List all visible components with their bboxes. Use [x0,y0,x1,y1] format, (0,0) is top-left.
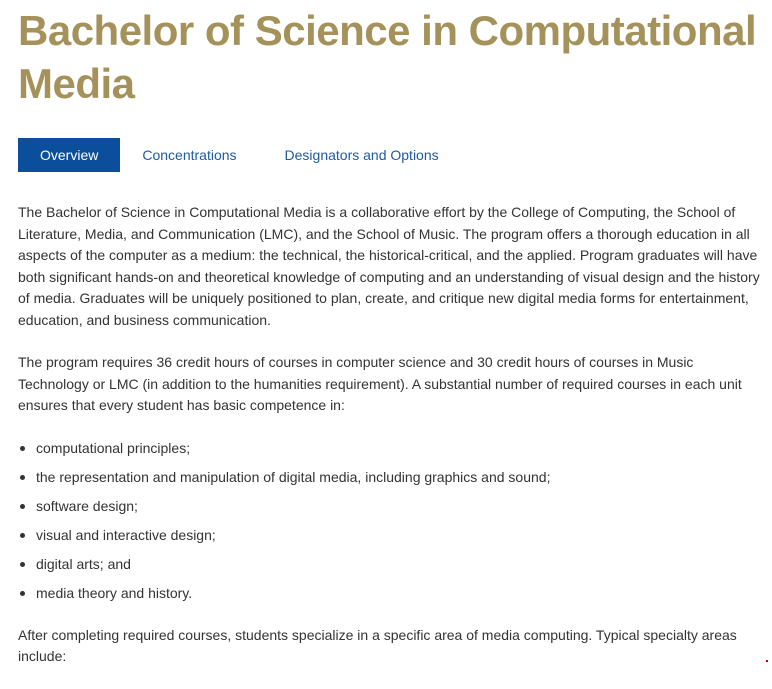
list-item: visual and interactive design; [36,525,762,546]
overview-panel [18,202,762,668]
list-item: computational principles; [36,438,762,459]
tab-designators-and-options[interactable]: Designators and Options [284,147,439,163]
list-item: digital arts; and [36,554,762,575]
list-item: software design; [36,496,762,517]
competence-list [18,438,762,604]
requirements-paragraph: The program requires 36 credit hours of courses in computer science and 30 credit hours of courses in Music Technology or LMC (in addition to the humanities requirement). A substantial number of required courses in each unit ensures that every student has basic competence in: [18,354,742,413]
specialization-paragraph: After completing required courses, students specialize in a specific area of media computing. Typical specialty areas include: [18,626,737,664]
list-item: media theory and history. [36,583,762,604]
list-item: the representation and manipulation of digital media, including graphics and sound; [36,467,762,488]
tab-concentrations[interactable]: Concentrations [142,147,237,163]
corner-mark [766,660,768,662]
main-content [18,0,762,689]
tab-overview[interactable]: Overview [18,138,120,172]
page-title: Bachelor of Science in Computational Media [18,7,757,107]
tab-bar [18,138,762,172]
intro-paragraph: The Bachelor of Science in Computational Media is a collaborative effort by the College of Computing, the School of Literature, Media, and Communication (LMC), and the School of Music. The program offers a thorough education in all aspects of the computer as a medium: the technical, the historical-critical, and the applied. Program graduates will have both significant hands-on and theoretical knowledge of computing and an understanding of visual design and the history of media. Graduates will be uniquely positioned to plan, create, and critique new digital media forms for entertainment, education, and business communication. [18,204,760,328]
